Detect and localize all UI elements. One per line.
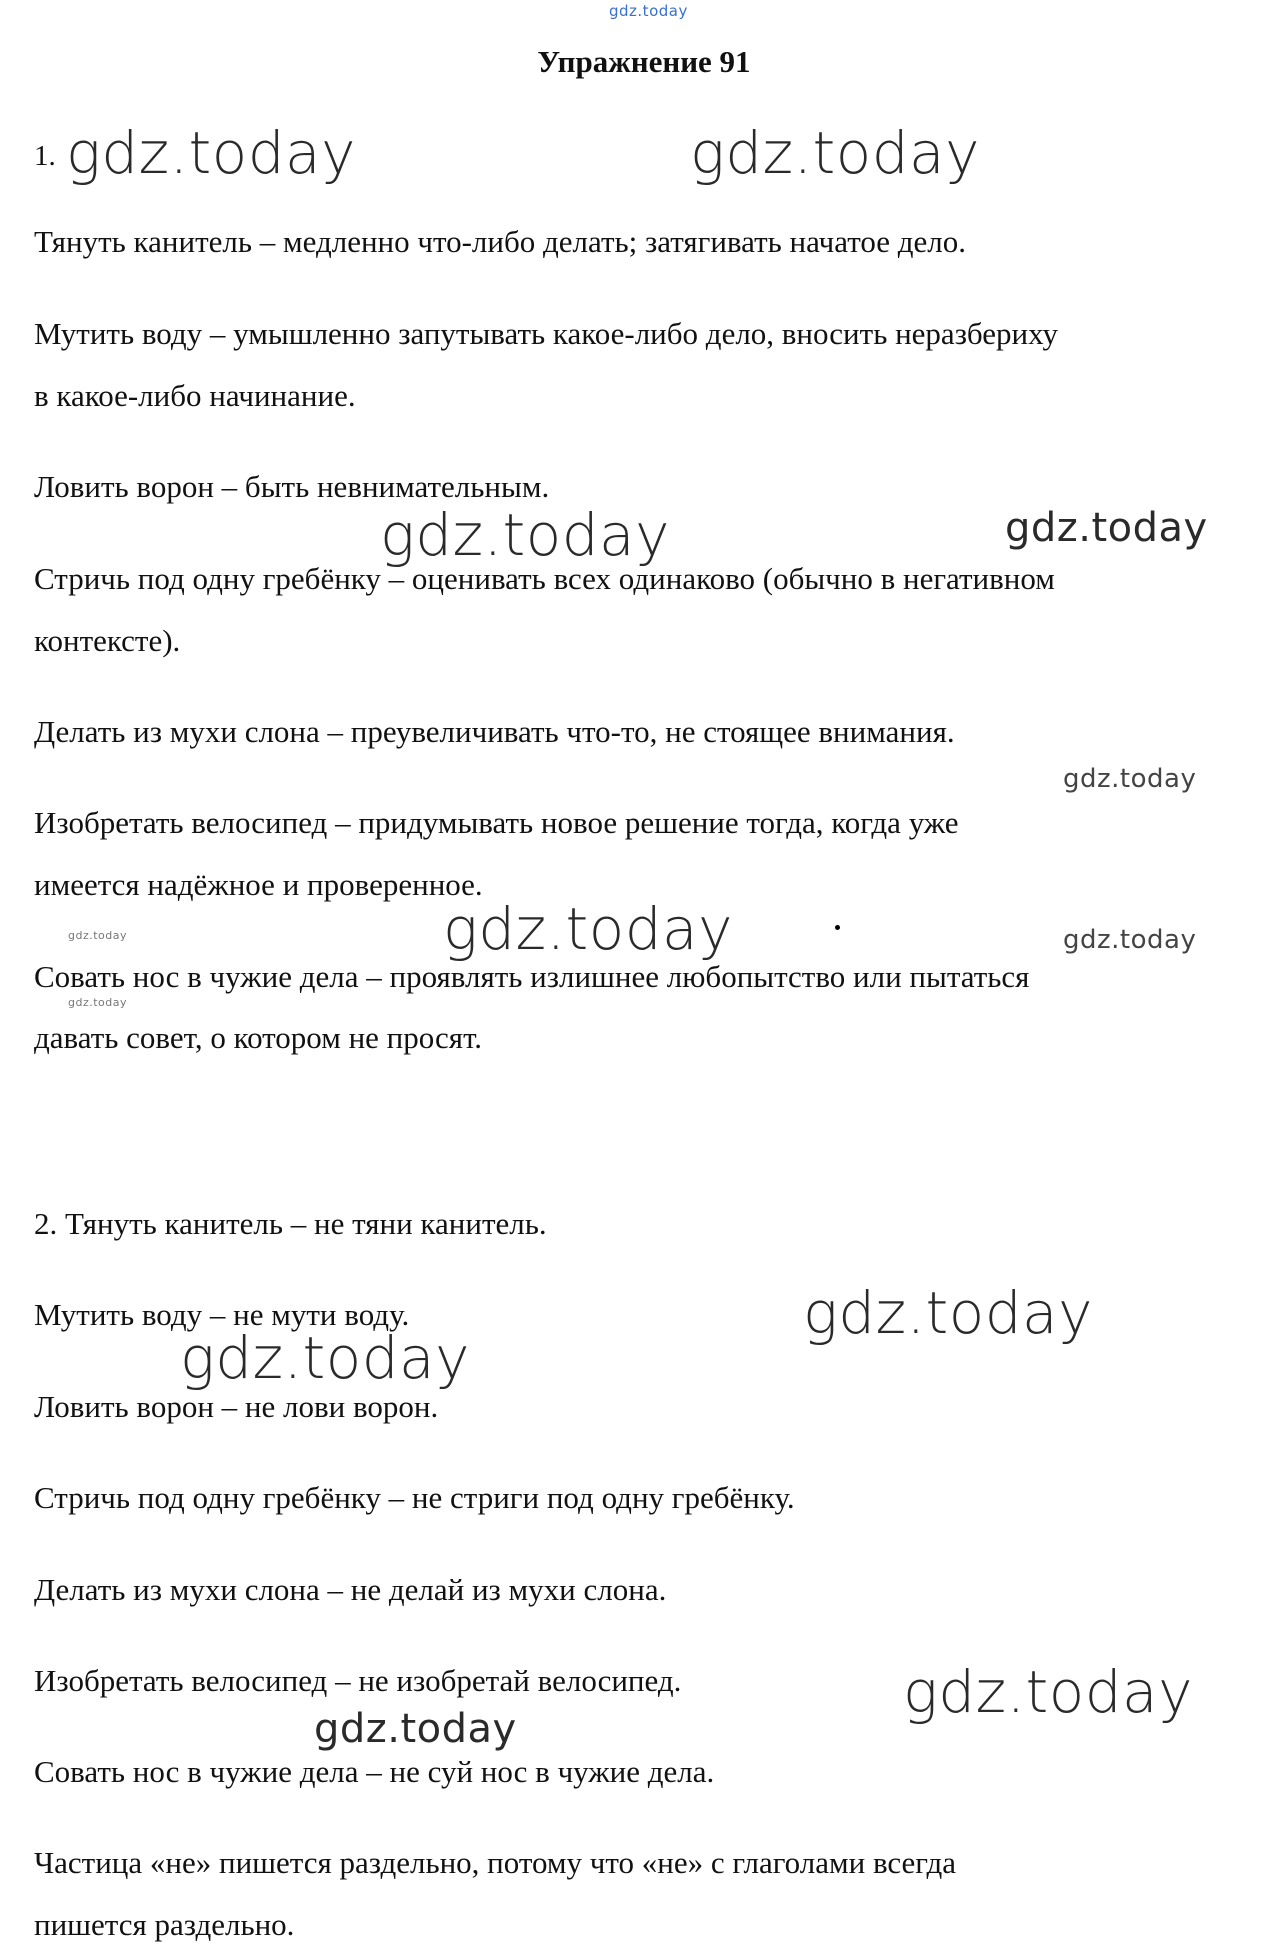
text-line: имеется надёжное и проверенное.	[34, 867, 483, 902]
watermark: gdz.today	[690, 119, 980, 187]
text-line: Делать из мухи слона – не делай из мухи слона.	[34, 1572, 667, 1607]
watermark: gdz.today	[380, 501, 670, 569]
text-line: Частица «не» пишется раздельно, потому что «не» с глаголами всегда	[34, 1845, 957, 1880]
text-line: в какое-либо начинание.	[34, 378, 356, 413]
section-number-1: 1.	[34, 140, 56, 172]
watermark: gdz.today	[903, 1658, 1193, 1726]
watermark: gdz.today	[1063, 925, 1197, 955]
watermark: gdz.today	[1063, 764, 1197, 794]
watermark: gdz.today	[68, 996, 128, 1009]
text-line: Мутить воду – не мути воду.	[34, 1297, 410, 1332]
text-line: Тянуть канитель – медленно что-либо делать; затягивать начатое дело.	[34, 224, 966, 259]
stray-dot	[835, 925, 840, 930]
text-line: пишется раздельно.	[34, 1907, 295, 1942]
watermark: gdz.today	[1005, 505, 1208, 551]
text-line: Стричь под одну гребёнку – оценивать всех одинаково (обычно в негативном	[34, 561, 1055, 596]
text-line: Делать из мухи слона – преувеличивать что-то, не стоящее внимания.	[34, 714, 955, 749]
watermark: gdz.today	[443, 895, 733, 963]
text-line: давать совет, о котором не просят.	[34, 1020, 483, 1055]
text-line: Изобретать велосипед – придумывать новое решение тогда, когда уже	[34, 805, 959, 840]
watermark: gdz.today	[66, 119, 356, 187]
text-line: Стричь под одну гребёнку – не стриги под одну гребёнку.	[34, 1480, 795, 1515]
text-line: Изобретать велосипед – не изобретай велосипед.	[34, 1663, 682, 1698]
watermark: gdz.today	[314, 1706, 517, 1752]
text-line: Ловить ворон – быть невнимательным.	[34, 469, 550, 504]
text-line: контексте).	[34, 623, 181, 658]
text-line: Мутить воду – умышленно запутывать какое-либо дело, вносить неразбериху	[34, 316, 1058, 351]
watermark: gdz.today	[803, 1279, 1093, 1347]
watermark: gdz.today	[68, 929, 128, 942]
text-line: Совать нос в чужие дела – проявлять излишнее любопытство или пытаться	[34, 959, 1030, 994]
text-line: Ловить ворон – не лови ворон.	[34, 1389, 439, 1424]
text-line: 2. Тянуть канитель – не тяни канитель.	[34, 1206, 547, 1241]
watermark-top: gdz.today	[609, 2, 688, 20]
watermark: gdz.today	[180, 1324, 470, 1392]
page-title: Упражнение 91	[537, 44, 751, 79]
text-line: Совать нос в чужие дела – не суй нос в чужие дела.	[34, 1754, 715, 1789]
